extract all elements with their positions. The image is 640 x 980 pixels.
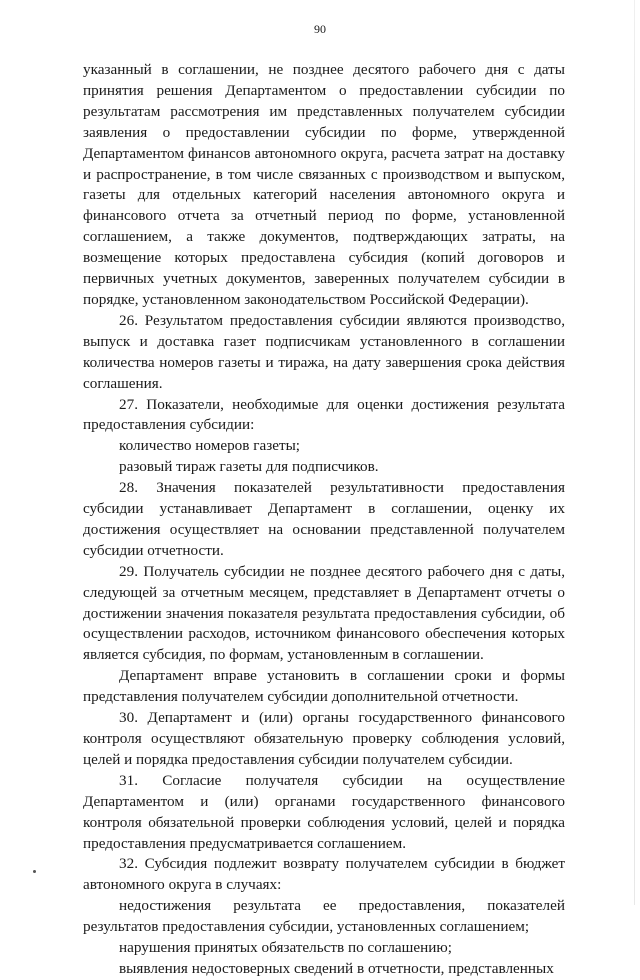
scan-edge-line — [634, 0, 635, 905]
paragraph-26: 26. Результатом предоставления субсидии являются производство, выпуск и доставка газет подписчикам установленного в соглашении количества номеров газеты и тиража, на дату завершения срока действия соглашения. — [83, 311, 565, 392]
list-item-issue-count: количество номеров газеты; — [119, 437, 301, 455]
paragraph-32: 32. Субсидия подлежит возврату получателем субсидии в бюджет автономного округа в случаях: — [83, 855, 565, 894]
paragraph-continuation: указанный в соглашении, не позднее десятого рабочего дня с даты принятия решения Департаментом о предоставлении субсидии по результатам рассмотрения им представленных получателем субсидии заявления о предоставлении субсидии по форме, утвержденной Департаментом финансов автономного округа, расчета затрат на доставку и распространение, в том числе связанных с производством и выпуском, газеты для отдельных категорий населения автономного округа и финансового отчета за отчетный период по форме, установленной соглашением, а также документов, подтверждающих затраты, на возмещение которых предоставлена субсидия (копий договоров и первичных учетных документов, заверенных получателем субсидии в порядке, установленном законодательством Российской Федерации). — [83, 61, 565, 308]
paragraph-31: 31. Согласие получателя субсидии на осуществление Департаментом и (или) органами государственного финансового контроля обязательной проверки соблюдения условий, целей и порядка предоставления предусматривается соглашением. — [83, 771, 565, 852]
paragraph-29: 29. Получатель субсидии не позднее десятого рабочего дня с даты, следующей за отчетным месяцем, представляет в Департамент отчеты о достижении значения показателя результата предоставления субсидии, об осуществлении расходов, источником финансового обеспечения которых является субсидия, по формам, установленным в соглашении. — [83, 562, 565, 664]
paragraph-30: 30. Департамент и (или) органы государственного финансового контроля осуществляют обязательную проверку соблюдения условий, целей и порядка предоставления субсидии получателем субсидии. — [83, 709, 565, 768]
list-item-not-achieved: недостижения результата ее предоставления, показателей результатов предоставления субсидии, установленных соглашением; — [83, 897, 565, 936]
scan-speck — [33, 870, 36, 873]
list-item-unreliable-data: выявления недостоверных сведений в отчетности, представленных — [119, 959, 554, 977]
page-number: 90 — [314, 22, 326, 36]
document-body — [83, 60, 565, 980]
paragraph-28: 28. Значения показателей результативности предоставления субсидии устанавливает Департамент в соглашении, оценку их достижения осуществляет на основании представленной получателем субсидии отчетности. — [83, 479, 565, 559]
paragraph-29-additional: Департамент вправе установить в соглашении сроки и формы представления получателем субсидии дополнительной отчетности. — [83, 667, 565, 706]
list-item-obligations-breach: нарушения принятых обязательств по соглашению; — [119, 939, 452, 957]
paragraph-27: 27. Показатели, необходимые для оценки достижения результата предоставления субсидии: — [83, 395, 565, 434]
list-item-circulation: разовый тираж газеты для подписчиков. — [119, 458, 379, 476]
